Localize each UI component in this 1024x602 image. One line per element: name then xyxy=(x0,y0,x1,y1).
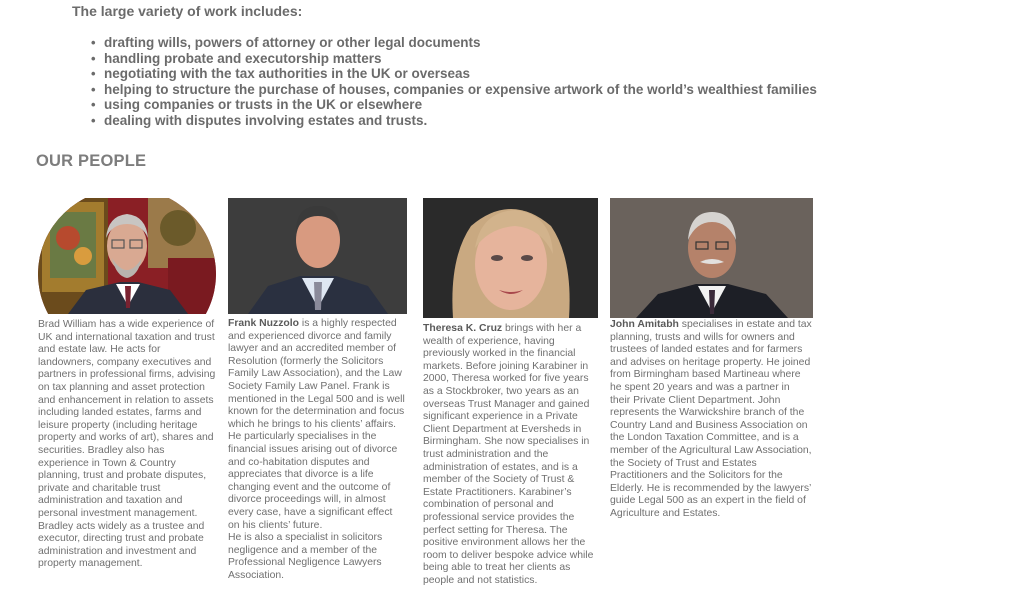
bullet-icon: • xyxy=(91,112,96,128)
person-bio xyxy=(610,319,812,521)
person-photo xyxy=(610,198,813,318)
work-item-text: dealing with disputes involving estates and trusts. xyxy=(104,112,428,128)
work-list-item xyxy=(91,66,817,82)
bio-text xyxy=(610,319,812,521)
bio-text xyxy=(423,323,597,587)
bullet-icon: • xyxy=(91,50,96,66)
bullet-icon: • xyxy=(91,66,96,81)
person-bio xyxy=(423,323,597,587)
person-card-john-amitabh xyxy=(610,198,814,521)
person-card-brad-william xyxy=(38,198,218,571)
work-item-text: drafting wills, powers of attorney or other legal documents xyxy=(104,35,481,50)
person-card-frank-nuzzolo xyxy=(228,198,408,582)
person-name: Theresa K. Cruz xyxy=(423,323,503,334)
bullet-icon: • xyxy=(91,97,96,112)
bullet-icon: • xyxy=(91,81,96,97)
work-item-text: helping to structure the purchase of houses, companies or expensive artwork of the world’s wealthiest families xyxy=(104,81,817,97)
our-people-heading: OUR PEOPLE xyxy=(36,152,147,170)
bio-body: Brad William has a wide experience of UK and international taxation and trust and estate law. He acts for landowners, company executives and partners in professional firms, advising on tax planning and asset protection and enhancement in relation to assets including landed estates, farms and leisure property (including heritage property and works of art), shares and securities. Bradley also has experience in Town & Country planning, trust and probate disputes, private and charitable trust administration and taxation and personal investment management. Bradley acts widely as a trustee and executor, directing trust and probate administration and investment and property management. xyxy=(38,319,216,570)
bio-body: specialises in estate and tax planning, trusts and wills for owners and trustees of landed estates and for farmers and advises on heritage property. He joined from Birmingham based Martineau where he spent 20 years and was a partner in their Private Client Department. John represents the Warwickshire branch of the Country Land and Business Association on the London Taxation Committee, and is a member of the Agricultural Law Association, the Society of Trust and Estates Practitioners and the Solicitors for the Elderly. He is recommended by the lawyers’ guide Legal 500 as an expert in the field of Agriculture and Estates. xyxy=(610,319,812,519)
person-bio xyxy=(38,319,216,571)
bio-text xyxy=(228,318,406,532)
person-photo xyxy=(228,198,407,314)
work-item-text: handling probate and executorship matters xyxy=(104,50,382,66)
person-card-theresa-cruz xyxy=(423,198,599,587)
work-item-text: using companies or trusts in the UK or elsewhere xyxy=(104,97,423,112)
person-name: John Amitabh xyxy=(610,319,679,330)
bio-text-extra: He is also a specialist in solicitors negligence and a member of the Professional Negligence Lawyers Association. xyxy=(228,532,383,581)
work-list xyxy=(91,35,817,128)
work-list-item xyxy=(91,112,817,129)
work-item-text: negotiating with the tax authorities in the UK or overseas xyxy=(104,66,471,81)
bullet-icon: • xyxy=(91,35,96,50)
person-name: Frank Nuzzolo xyxy=(228,318,300,329)
person-photo xyxy=(38,198,216,314)
bio-text xyxy=(38,319,216,571)
bio-body: is a highly respected and experienced divorce and family lawyer and an accredited member of Resolution (formerly the Solicitors Family Law Association), and the Law Society Family Law Panel. Frank is mentioned in the Legal 500 and is well known for the determination and focus which he brings to his clients’ affairs. He particularly specialises in the financial issues arising out of divorce and co-habitation disputes and appreciates that divorce is a life changing event and the outcome of divorce proceedings will, in almost every case, have a significant effect on his clients’ future. xyxy=(228,318,405,531)
work-intro: The large variety of work includes: xyxy=(72,3,303,19)
bio-body: brings with her a wealth of experience, having previously worked in the financial markets. Before joining Karabiner in 2000, Theresa worked for five years as a Stockbroker, two years as an overseas Trust Manager and gained significant experience in a Private Client Department at Eversheds in Birmingham. She now specialises in trust administration and the administration of estates, and is a member of the Society of Trust & Estate Practitioners. Karabiner’s combination of personal and professional service provides the perfect setting for Theresa. The positive environment allows her the room to deliver bespoke advice while being able to treat her clients as people and not statistics. xyxy=(423,323,594,586)
work-list-item xyxy=(91,81,817,98)
work-list-item xyxy=(91,35,817,51)
work-list-item xyxy=(91,50,817,67)
person-photo xyxy=(423,198,598,318)
person-bio xyxy=(228,318,406,582)
work-list-item xyxy=(91,97,817,113)
